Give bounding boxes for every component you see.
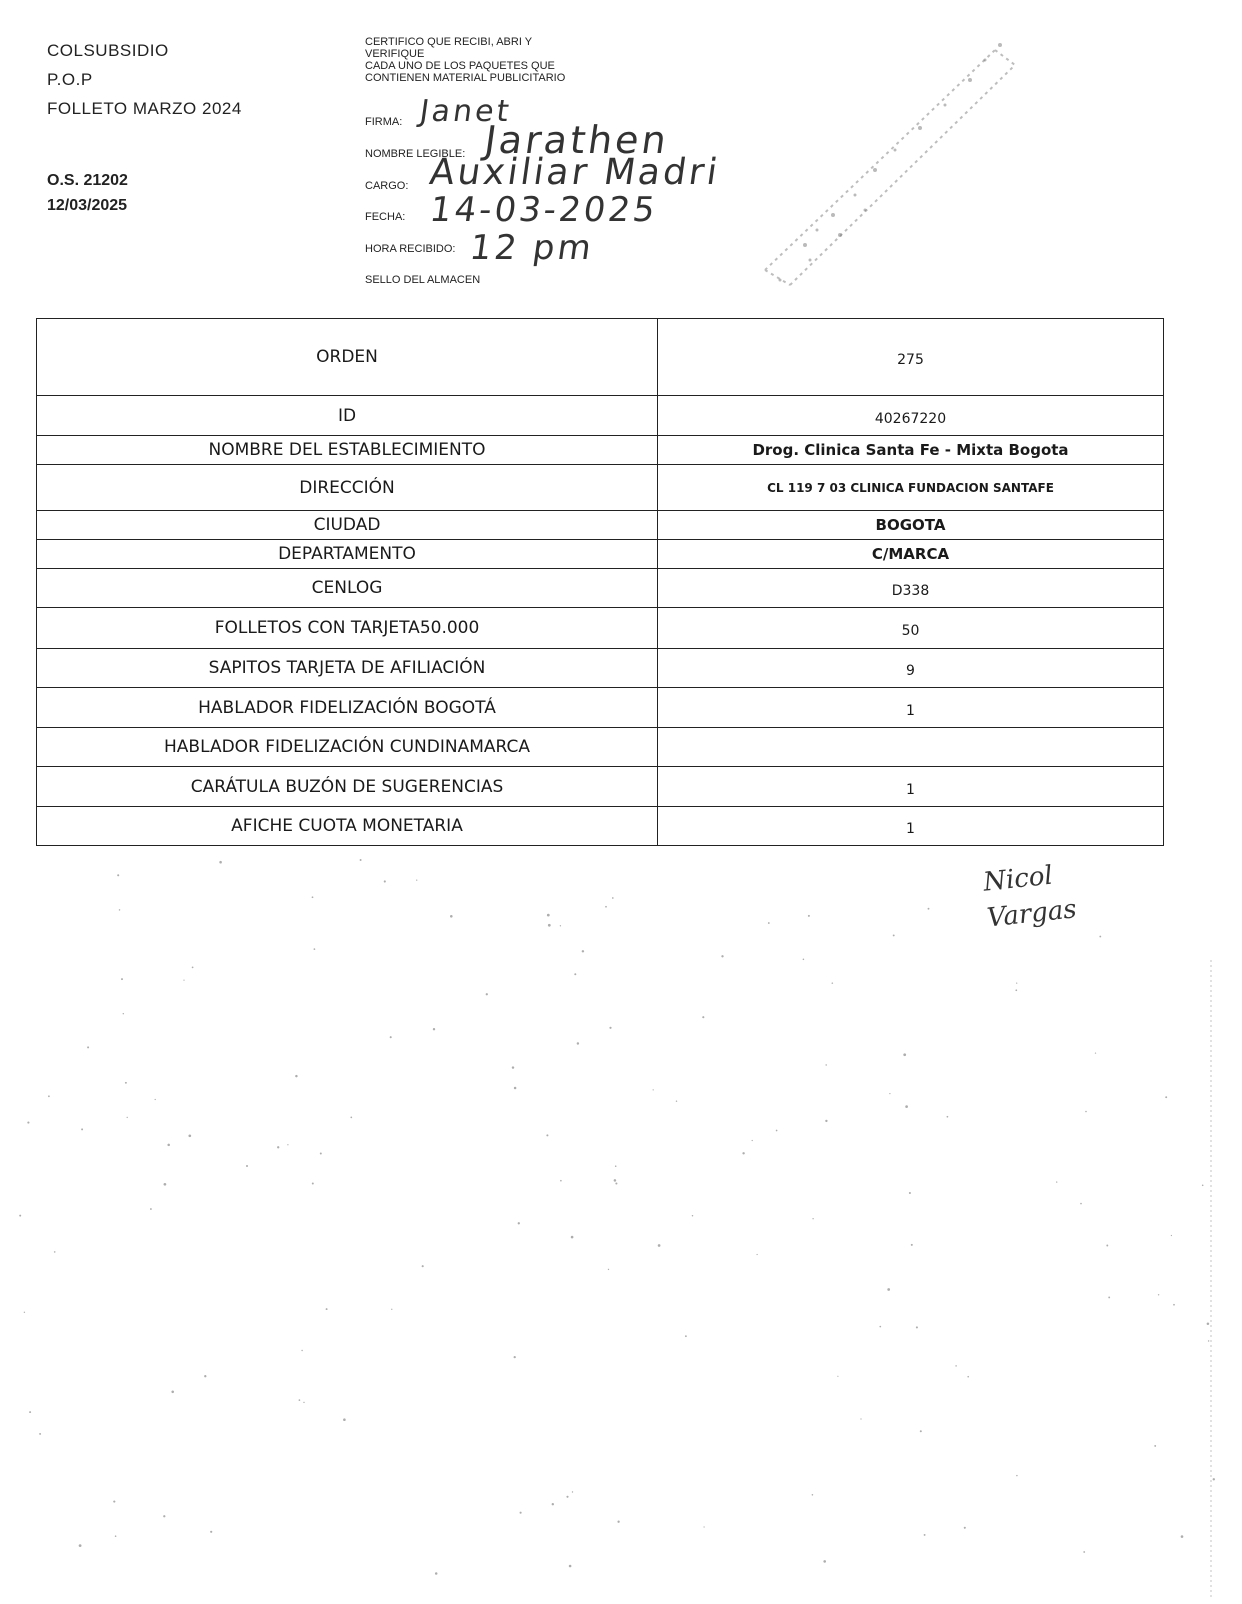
table-row [37,649,1164,688]
row-label: DIRECCIÓN [37,465,658,511]
scan-speck [123,1013,124,1014]
scan-speck [295,1075,297,1077]
scan-speck [188,1134,191,1137]
scan-speck [574,973,576,975]
scan-speck [920,1430,922,1432]
scan-speck [183,980,184,981]
scan-speck [947,1116,949,1118]
order-block [47,168,128,218]
table-row [37,807,1164,846]
row-label: HABLADOR FIDELIZACIÓN BOGOTÁ [37,688,658,728]
table-row [37,540,1164,569]
scan-speck [1181,1535,1184,1538]
scan-speck [87,1046,89,1048]
scan-speck [125,1082,127,1084]
scan-speck [1016,1475,1017,1476]
scan-speck [825,1064,826,1065]
scan-speck [29,1411,31,1413]
scan-speck [39,1433,41,1435]
scan-speck [518,1222,520,1224]
scan-speck [301,1350,302,1351]
scan-speck [889,1093,890,1094]
scan-speck [685,1335,687,1337]
sello-label: SELLO DEL ALMACEN [365,274,481,286]
scan-speck [121,978,123,980]
scan-speck [514,1087,517,1090]
scan-speck [1202,1185,1204,1187]
scan-speck [572,1491,573,1492]
row-value: D338 [658,569,1164,608]
scan-speck [303,1402,304,1403]
scan-speck [422,1265,424,1267]
scan-speck [768,922,770,924]
scan-speck [1056,1181,1057,1182]
scan-speck [27,1122,29,1124]
scan-speck [287,1144,288,1145]
note-line: Nicol [981,860,1055,898]
scan-speck [1080,1203,1082,1205]
certificate-line: CADA UNO DE LOS PAQUETES QUE [365,60,555,72]
scan-speck [391,1309,392,1310]
scan-speck [24,1312,25,1313]
cargo-handwritten: Auxiliar Madri [427,152,723,193]
scan-speck [860,1418,861,1419]
note-line: Vargas [985,894,1079,934]
scan-speck [299,1399,301,1401]
fecha-label: FECHA: [365,211,406,223]
scan-speck [823,1560,826,1563]
row-value: 40267220 [658,396,1164,436]
scan-speck [614,1179,617,1182]
scan-speck [582,950,584,952]
scan-speck [514,1356,516,1358]
table-row [37,767,1164,807]
table-row [37,688,1164,728]
scan-speck [512,1066,514,1068]
scan-speck [548,924,551,927]
order-date: 12/03/2025 [47,197,128,214]
scan-speck [192,967,194,969]
scan-speck [721,955,723,957]
row-value: C/MARCA [658,540,1164,569]
scan-speck [612,897,614,899]
nombre-label: NOMBRE LEGIBLE: [365,148,466,160]
scan-speck [155,1099,156,1100]
scan-speck [19,1215,21,1217]
scan-speck [1083,1551,1085,1553]
row-label: CIUDAD [37,511,658,540]
row-label: CARÁTULA BUZÓN DE SUGERENCIAS [37,767,658,807]
handwritten-note [981,856,1078,937]
scan-speck [812,1218,813,1219]
scan-speck [617,1521,619,1523]
nombre-handwritten: Jarathen [481,118,672,162]
scan-speck [79,1544,82,1547]
certificate-line: VERIFIQUE [365,48,425,60]
scan-speck [653,1089,654,1090]
scan-speck [312,896,314,898]
scan-speck [703,1526,704,1527]
scan-speck [1154,1445,1156,1447]
table-row [37,569,1164,608]
table-row [37,728,1164,767]
scan-speck [350,1117,352,1119]
row-value: 9 [658,649,1164,688]
scan-speck [615,1165,617,1167]
scan-speck [450,915,453,918]
scan-speck [546,1134,548,1136]
scan-speck [435,1572,438,1575]
scan-speck [384,880,386,882]
certificate-statement [365,36,565,84]
scan-speck [167,1144,170,1147]
scan-speck [1015,989,1017,991]
scan-speck [48,1095,50,1097]
scan-speck [1173,1304,1175,1306]
scan-speck [825,1120,827,1122]
scan-speck [571,1236,574,1239]
scan-speck [1085,1111,1087,1113]
row-value [658,728,1164,767]
row-label: ID [37,396,658,436]
row-value: 1 [658,688,1164,728]
certificate-line: CONTIENEN MATERIAL PUBLICITARIO [365,72,566,84]
firma-label: FIRMA: [365,116,403,128]
hora-label: HORA RECIBIDO: [365,243,456,255]
row-label: HABLADOR FIDELIZACIÓN CUNDINAMARCA [37,728,658,767]
table-row [37,436,1164,465]
scan-speck [832,982,834,984]
scan-speck [615,1182,617,1184]
header-block [47,36,242,123]
row-label: SAPITOS TARJETA DE AFILIACIÓN [37,649,658,688]
scan-speck [658,1244,661,1247]
scan-speck [552,1503,554,1505]
scan-speck [955,1365,957,1367]
scan-speck [924,1534,926,1536]
scan-speck [1016,982,1017,983]
scan-speck [115,1535,117,1537]
table-row [37,465,1164,511]
scan-speck [756,1254,757,1255]
scan-speck [314,948,316,950]
scan-speck [1099,936,1101,938]
scan-speck [433,1028,435,1030]
scan-speck [916,1326,918,1328]
scan-speck [547,914,550,917]
scan-speck [964,1527,966,1529]
row-label: DEPARTAMENTO [37,540,658,569]
scan-speck [81,1128,83,1130]
scan-speck [1213,1478,1215,1480]
row-value: BOGOTA [658,511,1164,540]
row-label: NOMBRE DEL ESTABLECIMIENTO [37,436,658,465]
table-row [37,396,1164,436]
scan-speck [164,1183,167,1186]
scan-speck [903,1053,906,1056]
scan-speck [1171,1235,1172,1236]
row-value: 1 [658,767,1164,807]
table-row [37,608,1164,649]
row-label: AFICHE CUOTA MONETARIA [37,807,658,846]
scan-speck [113,1501,115,1503]
table-row [37,511,1164,540]
scan-speck [776,1130,778,1132]
subtitle: P.O.P [47,70,93,89]
scan-speck [343,1418,346,1421]
scan-speck [171,1391,174,1394]
scan-speck [486,993,488,995]
scan-speck [54,1251,56,1253]
scan-speck [905,1105,908,1108]
company-name: COLSUBSIDIO [47,41,169,60]
row-value: Drog. Clinica Santa Fe - Mixta Bogota [658,436,1164,465]
table-row [37,319,1164,396]
scan-speck [577,1042,579,1044]
scan-speck [312,1182,314,1184]
row-label: FOLLETOS CON TARJETA50.000 [37,608,658,649]
firma-handwritten: Janet [417,94,514,129]
campaign-title: FOLLETO MARZO 2024 [47,99,242,118]
scan-speck [219,861,222,864]
delivery-table [36,318,1164,846]
scan-speck [560,925,561,926]
scan-speck [150,1208,152,1210]
scan-speck [608,1269,609,1270]
scan-speck [320,1152,322,1154]
scan-speck [808,915,810,917]
scan-speck [909,1192,911,1194]
scan-speck [210,1531,212,1533]
hora-handwritten: 12 pm [467,228,597,268]
scan-speck [1108,1296,1110,1298]
scan-speck [277,1146,279,1148]
scan-speck [676,1100,677,1101]
fecha-handwritten: 14-03-2025 [427,190,661,230]
scan-speck [246,1165,248,1167]
scan-speck [1165,1096,1167,1098]
scan-speck [803,959,805,961]
scan-speck [163,1515,165,1517]
scan-speck [1207,1322,1210,1325]
order-service-number: O.S. 21202 [47,172,128,189]
scan-speck [204,1375,206,1377]
scan-speck [326,1308,328,1310]
scan-speck [119,909,121,911]
scan-speck [609,1027,611,1029]
scan-speck [928,908,930,910]
scan-speck [605,906,607,908]
scan-speck [117,874,119,876]
warehouse-stamp-icon [745,20,1035,300]
scan-speck [911,1244,913,1246]
scan-speck [702,1016,704,1018]
scan-speck [127,1117,128,1118]
row-value: 1 [658,807,1164,846]
scan-speck [837,1376,838,1377]
scan-speck [520,1512,522,1514]
scan-speck [566,1496,568,1498]
scan-speck [879,1326,881,1328]
scan-speck [752,1140,753,1141]
scan-speck [887,1288,890,1291]
scan-speck [893,934,895,936]
row-value: 275 [658,319,1164,396]
row-label: CENLOG [37,569,658,608]
scan-speck [692,1215,693,1216]
row-value: CL 119 7 03 CLINICA FUNDACION SANTAFE [658,465,1164,511]
scan-speck [742,1152,744,1154]
scan-speck [1095,1052,1096,1053]
row-label: ORDEN [37,319,658,396]
cargo-label: CARGO: [365,180,409,192]
scan-speck [812,1494,814,1496]
scan-speck [1106,1245,1108,1247]
scan-speck [416,879,417,880]
row-value: 50 [658,608,1164,649]
scan-speck [390,1036,392,1038]
scan-speck [967,1376,969,1378]
scan-speck [560,1180,562,1182]
scan-speck [1158,1294,1159,1295]
scan-speck [569,1565,572,1568]
scan-speck [1208,1340,1209,1341]
scan-speck [360,859,362,861]
certificate-line: CERTIFICO QUE RECIBI, ABRI Y [365,36,533,48]
